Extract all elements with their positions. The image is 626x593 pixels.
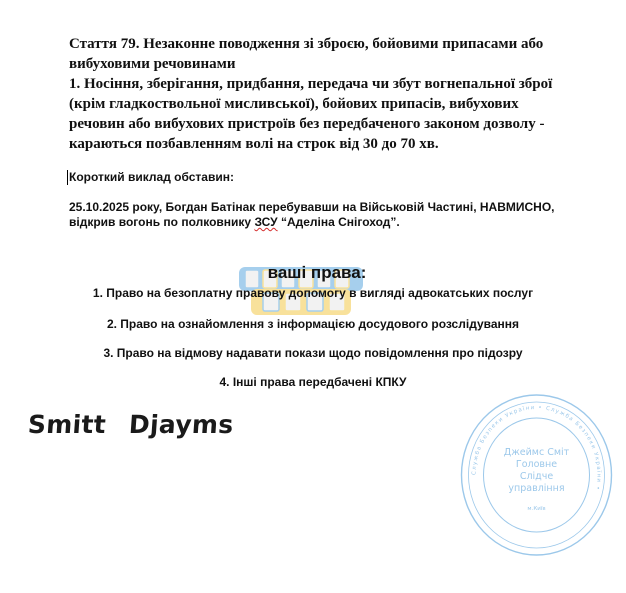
summary-text xyxy=(69,200,569,230)
article-title-line-2: вибуховими речовинами xyxy=(69,56,236,72)
stamp-ring-text-path: Служба Безпеки України • Служба Безпеки України • xyxy=(471,404,602,492)
stamp-line-4: управління xyxy=(508,483,565,494)
rights-title: ваші права: xyxy=(267,263,367,282)
rights-item-1: 1. Право на безоплатну правову допомогу в вигляді адвокатських послуг xyxy=(92,286,534,300)
stamp-line-3: Слідче xyxy=(519,471,554,482)
stamp-line-1: Джеймс Сміт xyxy=(503,447,570,458)
article-title xyxy=(69,34,569,74)
article-title-line-1: Стаття 79. Незаконне поводження зі зброєю, бойовими припасами або xyxy=(69,36,544,52)
article-body-line-4: караються позбавленням волі на строк від 30 до 70 хв. xyxy=(69,136,439,152)
rights-item-3: 3. Право на відмову надавати покази щодо повідомлення про підозру xyxy=(103,346,523,360)
stamp-line-2: Головне xyxy=(515,459,558,470)
summary-line-2-start: відкрив вогонь по полковнику xyxy=(69,215,255,229)
article-text xyxy=(69,34,569,154)
article-body-line-1: 1. Носіння, зберігання, придбання, передача чи збут вогнепальної зброї xyxy=(69,76,553,92)
article-body-line-3: речовин або вибухових пристроїв без передбаченого законом дозволу - xyxy=(69,116,545,132)
signature: Smitt Djayms xyxy=(26,410,235,439)
summary-line-2-end: “Аделіна Снігоход”. xyxy=(277,215,400,229)
stamp-city: м.Київ xyxy=(527,506,546,512)
spellcheck-flagged-word: ЗСУ xyxy=(254,215,278,229)
article-body-line-2: (крім гладкоствольної мисливської), бойових припасів, вибухових xyxy=(69,96,519,112)
article-body xyxy=(69,74,569,154)
summary-label-text: Короткий виклад обставин: xyxy=(69,170,234,184)
rights-item-4: 4. Інші права передбачені КПКУ xyxy=(219,375,407,389)
summary-line-1: 25.10.2025 року, Богдан Батінак перебувавши на Військовій Частині, НАВМИСНО, xyxy=(69,200,555,214)
summary-label xyxy=(69,170,234,184)
text-cursor xyxy=(67,170,68,185)
rights-item-2: 2. Право на ознайомлення з інформацією досудового розслідування xyxy=(106,317,520,331)
official-stamp-seal xyxy=(460,392,613,558)
